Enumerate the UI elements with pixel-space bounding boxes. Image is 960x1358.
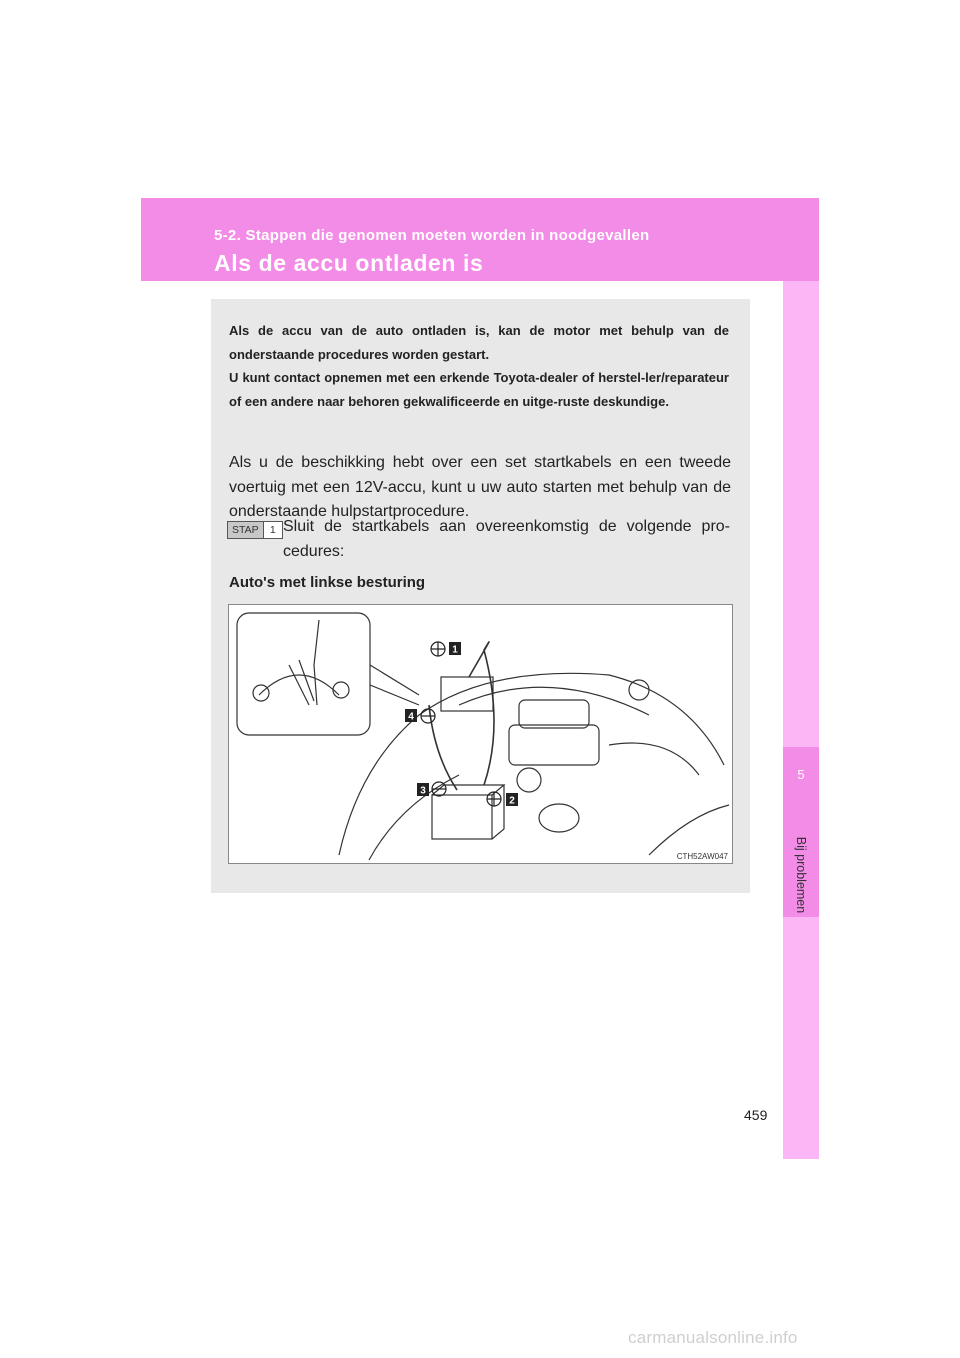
step-number: 1 xyxy=(263,522,282,538)
page-title: Als de accu ontladen is xyxy=(214,250,484,276)
bolt-right xyxy=(333,682,349,698)
body-paragraph: Als u de beschikking hebt over een set startkabels en een tweede voertuig met een 12V-accu, kunt u uw auto starten met behulp van de onderstaande hulpstartprocedure. xyxy=(229,454,731,520)
reservoir-cap xyxy=(629,680,649,700)
header-band xyxy=(141,198,819,281)
callout-number: 4 xyxy=(408,711,414,723)
oval-marker xyxy=(539,804,579,832)
booster-battery xyxy=(432,795,492,839)
chapter-tab[interactable] xyxy=(783,747,819,917)
figure-code: CTH52AW047 xyxy=(676,852,728,861)
callout-number: 2 xyxy=(509,795,515,807)
content-box xyxy=(211,299,750,893)
watermark: carmanualsonline.info xyxy=(628,1328,798,1347)
section-label: 5-2. Stappen die genomen moeten worden in noodgevallen xyxy=(214,227,650,244)
intro-text xyxy=(229,319,729,413)
side-strip xyxy=(783,281,819,1159)
intro-paragraph: U kunt contact opnemen met een erkende Toyota-dealer of herstel-ler/reparateur of een andere naar behoren gekwalificeerde en uitge-ruste deskundige. xyxy=(229,370,729,409)
engine-bay-drawing xyxy=(229,605,732,863)
chapter-title: Bij problemen xyxy=(794,836,808,914)
step-label: STAP xyxy=(228,522,263,538)
inset-pointer xyxy=(370,665,419,705)
booster-battery-top xyxy=(432,785,504,839)
intro-paragraph: Als de accu van de auto ontladen is, kan de motor met behulp van de onderstaande procedures worden gestart. xyxy=(229,323,729,362)
page-number: 459 xyxy=(744,1107,768,1123)
inset-cable xyxy=(314,620,319,705)
car-battery xyxy=(441,677,493,711)
chapter-number: 5 xyxy=(797,767,805,782)
intake-manifold xyxy=(519,700,589,728)
pulley xyxy=(517,768,541,792)
engine-block xyxy=(509,725,599,765)
jump-start-illustration xyxy=(228,604,733,864)
callout-number: 1 xyxy=(452,644,458,656)
step-text: Sluit de startkabels aan overeenkomstig de volgende pro-cedures: xyxy=(283,518,730,560)
step-badge xyxy=(227,521,283,539)
positive-cable xyxy=(469,642,494,785)
negative-cable xyxy=(429,705,457,790)
callout-number: 3 xyxy=(420,785,426,797)
fender-right xyxy=(649,805,729,855)
subheading: Auto's met linkse besturing xyxy=(229,574,426,591)
inset-clamp xyxy=(289,660,314,705)
hose-right xyxy=(609,743,699,775)
